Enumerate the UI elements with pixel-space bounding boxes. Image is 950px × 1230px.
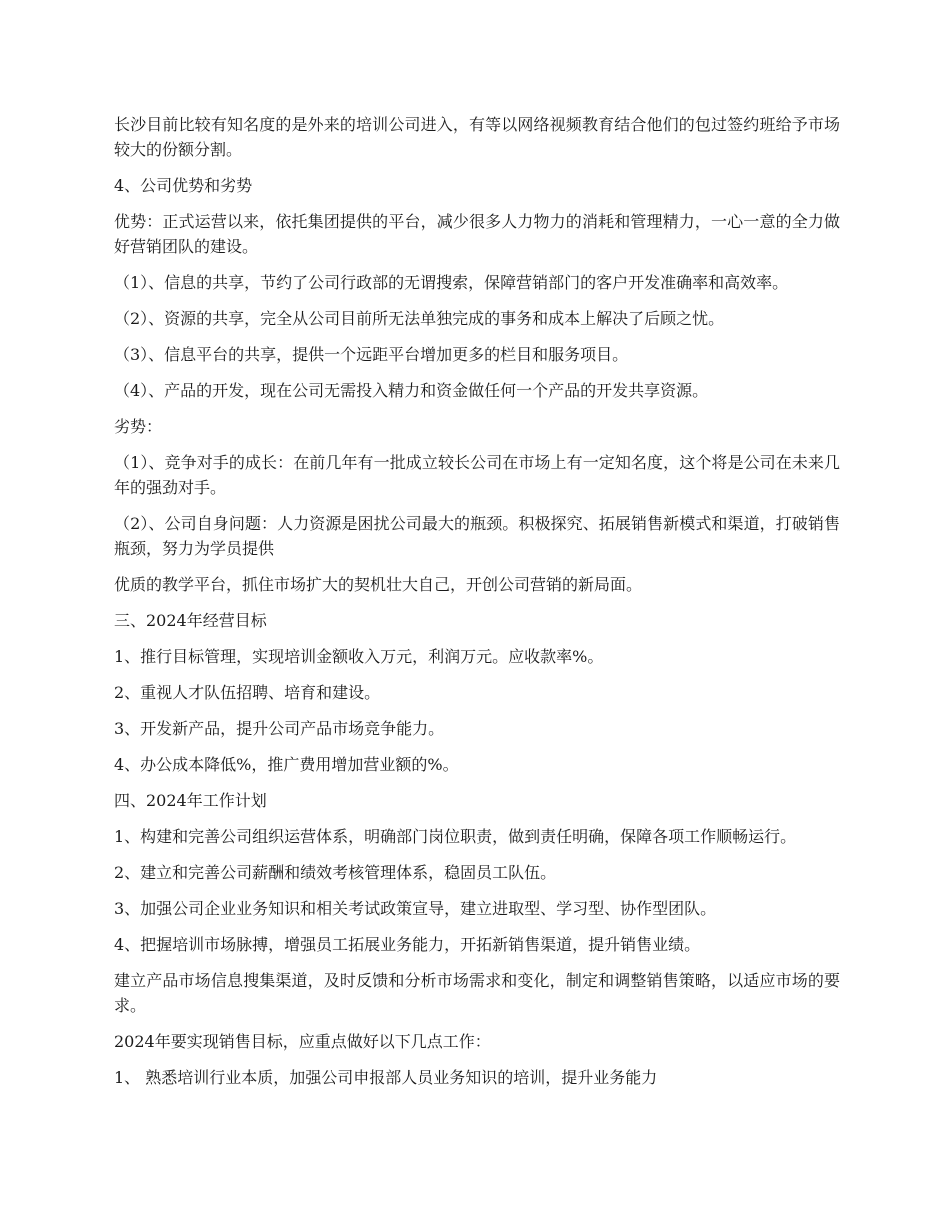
- list-item-plan-1: 1、构建和完善公司组织运营体系，明确部门岗位职责，做到责任明确，保障各项工作顺畅运行。: [114, 827, 797, 846]
- paragraph-market-status: 长沙目前比较有知名度的是外来的培训公司进入，有等以网络视频教育结合他们的包过签约班给予市场较大的份额分割。: [114, 115, 840, 159]
- list-item-goal-3: 3、开发新产品，提升公司产品市场竞争能力。: [114, 719, 445, 738]
- heading-weaknesses: 劣势：: [114, 417, 163, 436]
- list-item-strength-4: （4）、产品的开发，现在公司无需投入精力和资金做任何一个产品的开发共享资源。: [114, 381, 709, 400]
- paragraph-market-info: 建立产品市场信息搜集渠道，及时反馈和分析市场需求和变化，制定和调整销售策略，以适应市场的要求。: [114, 971, 840, 1015]
- list-item-plan-3: 3、加强公司企业业务知识和相关考试政策宣导，建立进取型、学习型、协作型团队。: [114, 899, 717, 918]
- paragraph-sales-target: 2024年要实现销售目标，应重点做好以下几点工作：: [114, 1032, 491, 1051]
- heading-strengths-weaknesses: 4、公司优势和劣势: [114, 176, 253, 195]
- list-item-strength-1: （1）、信息的共享，节约了公司行政部的无谓搜索，保障营销部门的客户开发准确率和高效率。: [114, 273, 789, 292]
- paragraph-weakness-continued: 优质的教学平台，抓住市场扩大的契机壮大自己，开创公司营销的新局面。: [114, 575, 643, 594]
- list-item-strength-2: （2）、资源的共享，完全从公司目前所无法单独完成的事务和成本上解决了后顾之忧。: [114, 309, 725, 328]
- list-item-weakness-1: （1）、竞争对手的成长：在前几年有一批成立较长公司在市场上有一定知名度，这个将是公司在未来几年的强劲对手。: [114, 453, 840, 497]
- document-page: [114, 112, 840, 1101]
- list-item-goal-4: 4、办公成本降低%，推广费用增加营业额的%。: [114, 755, 459, 774]
- heading-work-plan: 四、2024年工作计划: [114, 791, 267, 810]
- list-item-sales-1: 1、 熟悉培训行业本质，加强公司申报部人员业务知识的培训，提升业务能力: [114, 1068, 658, 1087]
- list-item-weakness-2: （2）、公司自身问题：人力资源是困扰公司最大的瓶颈。积极探究、拓展销售新模式和渠道，打破销售瓶颈，努力为学员提供: [114, 514, 840, 558]
- heading-business-goals: 三、2024年经营目标: [114, 611, 267, 630]
- list-item-goal-1: 1、推行目标管理，实现培训金额收入万元，利润万元。应收款率%。: [114, 647, 604, 666]
- list-item-strength-3: （3）、信息平台的共享，提供一个远距平台增加更多的栏目和服务项目。: [114, 345, 629, 364]
- paragraph-strengths: 优势：正式运营以来，依托集团提供的平台，减少很多人力物力的消耗和管理精力，一心一意的全力做好营销团队的建设。: [114, 212, 840, 256]
- list-item-plan-2: 2、建立和完善公司薪酬和绩效考核管理体系，稳固员工队伍。: [114, 863, 557, 882]
- list-item-plan-4: 4、把握培训市场脉搏，增强员工拓展业务能力，开拓新销售渠道，提升销售业绩。: [114, 935, 701, 954]
- list-item-goal-2: 2、重视人才队伍招聘、培育和建设。: [114, 683, 381, 702]
